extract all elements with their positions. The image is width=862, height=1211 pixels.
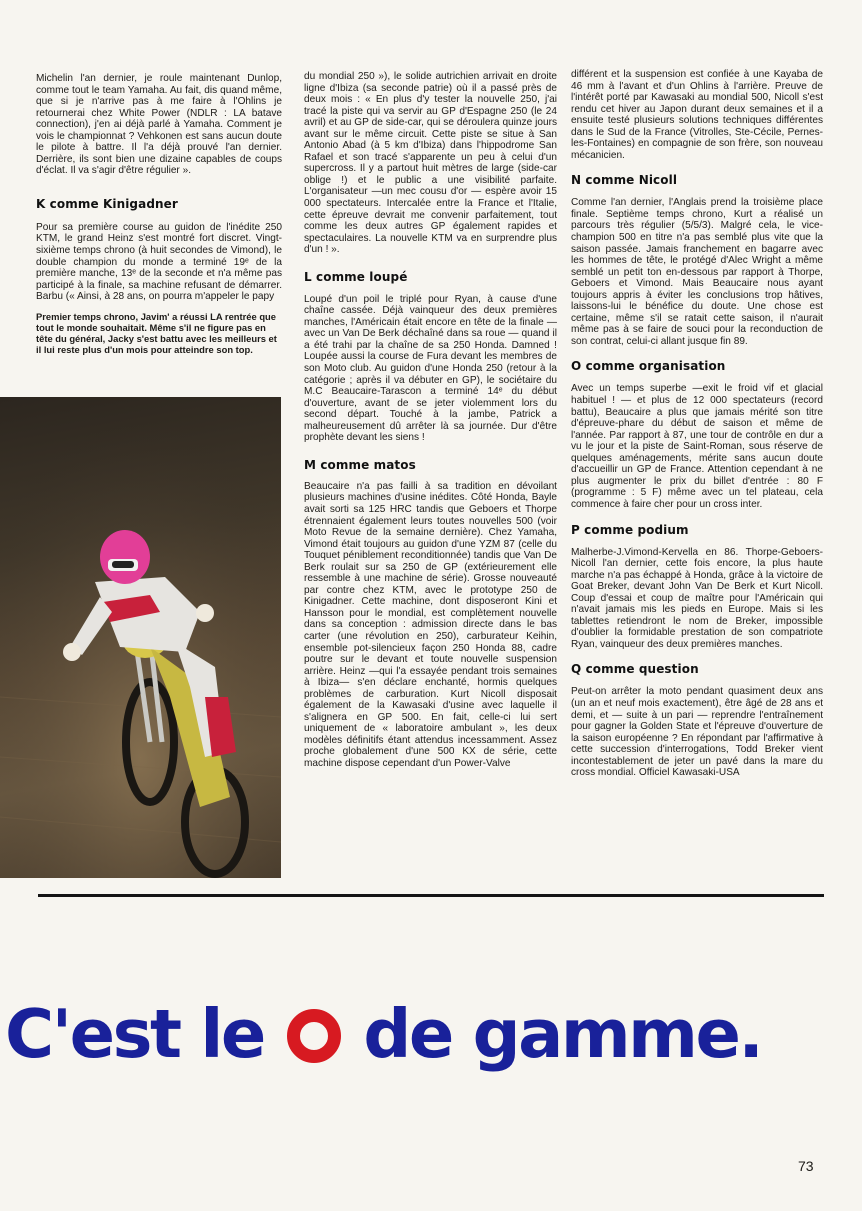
- paragraph-kawasaki: différent et la suspension est confiée à une Kayaba de 46 mm à l'avant et d'un Ohlins à l'arrière. Preuve de l'intérêt porté par Kawasaki au mondial 500, Nicoll s'est rendu cet hiver au Japon durant deux semaines et il a ensuite testé plusieurs solutions techniques différentes dans le Sud de la France (Vitrolles, Ste-Cécile, Pernes-les-Fontaines) en compagnie de son frère, son nouveau mécanicien.: [571, 69, 823, 161]
- paragraph-loupe: Loupé d'un poil le triplé pour Ryan, à cause d'une chaîne cassée. Déjà vainqueur des deux premières manches, l'Américain était encore en tête de la finale — avec un Van De Berk déchaîné dans sa roue — quand il a été trahi par la chaîne de sa 250 Honda. Damned ! Loupée aussi la course de Fura devant les membres de son Moto club. Au guidon d'une Honda 250 (retour à la catégorie ; après il va débuter en GP), le sociétaire du M.C Beaucaire-Tarascon a terminé 14ᵉ du début d'ouverture, avant de se jeter violemment lors du second départ. Touché à la jambe, Patrick a malheureusement dû arrêter là sa journée. Dur d'être prophète devant les siens !: [304, 293, 557, 444]
- heading-o-organisation: O comme organisation: [571, 359, 726, 374]
- heading-m-matos: M comme matos: [304, 457, 416, 472]
- red-o-ring-logo: [287, 1009, 341, 1063]
- paragraph-matos: Beaucaire n'a pas failli à sa tradition en dévoilant plusieurs machines d'usine inédites. Côté Honda, Bayle avait sorti sa 125 HRC tandis que Geboers et Thorpe étrennaient également leurs toutes nouvelles 500 (voir Moto Revue de la semaine dernière). Chez Yamaha, Vimond était toujours au guidon d'une YZM 87 (celle du Touquet péniblement reconditionnée) tandis que Van De Berk roulait sur sa 250 de GP (extérieurement elle ressemble à une machine de série). Grosse nouveauté par contre chez KTM, avec le prototype 250 de Kinigadner. Cette machine, dont disposeront Kini et Hansson pour le mondial, est complètement nouvelle dans sa conception : admission directe dans le bas carter (une révolution en 250), carburateur Keihin, ensemble pot-silencieux façon 250 Honda 88, cadre poutre sur le devant et toute nouvelle suspension arrière. Heinz —qui l'a essayée pendant trois semaines à Ibiza— s'en déclare enchanté, hormis quelques problèmes de carburation. Kurt Nicoll disposait également de la Kawasaki d'usine avec laquelle il s'alignera en GP 500. En fait, celle-ci lui sert uniquement de « laboratoire ambulant », les deux modèles définitifs étant attendus incessamment. Assez proche globalement d'une 500 KX de série, cette machine dispose cependant d'un Power-Valve: [304, 480, 557, 769]
- paragraph-kinigadner: Pour sa première course au guidon de l'inédite 250 KTM, le grand Heinz s'est montré fort discret. Vingt-sixième temps chrono (à huit secondes de Vimond), le double champion du monde a terminé 19ᵉ de la première manche, 13ᵉ de la seconde et n'a même pas participé à la finale, sa machine refusant de démarrer. Barbu (« Ainsi, à 28 ans, on pourra m'appeler le papy: [36, 221, 282, 303]
- ad-slogan-part1: C'est le: [5, 995, 264, 1073]
- motocross-rider-photo: [0, 397, 281, 878]
- heading-l-loupe: L comme loupé: [304, 269, 408, 284]
- photo-caption: Premier temps chrono, Javim' a réussi LA rentrée que tout le monde souhaitait. Même s'il ne figure pas en tête du général, Jacky s'est battu avec les meilleurs et il lui reste plus d'un mois pour atteindre son top.: [36, 310, 277, 356]
- article-column-3: [571, 69, 823, 779]
- heading-p-podium: P comme podium: [571, 522, 689, 537]
- article-column-2: [304, 71, 557, 770]
- heading-k-kinigadner: K comme Kinigadner: [36, 196, 178, 211]
- ad-slogan-part2: de gamme.: [363, 995, 762, 1073]
- heading-n-nicoll: N comme Nicoll: [571, 173, 678, 188]
- paragraph-kinigadner-quote: du mondial 250 »), le solide autrichien arrivait en droite ligne d'Ibiza (sa seconde patrie) où il a passé près de deux mois : « En plus d'y tester la nouvelle 250, j'ai tracé la piste qui va servir au GP d'Espagne 250 (le 24 avril) et au GP de side-car, qui se déroulera quinze jours avant sur le même circuit. Cette piste se situe à San Antonio Abad (à 5 km d'Ibiza) dans l'hippodrome San Rafael et son tracé s'apparente un peu à celui d'un supercross. Il y a partout huit mètres de large (side-car oblige !) et le public a une visibilité parfaite. L'organisateur —un mec cousu d'or — espère avoir 15 000 spectateurs. Intercalée entre la France et l'Italie, cette épreuve devrait me convenir parfaitement, tout comme les deux autres GP également rapides et spectaculaires. La nouvelle KTM va en surprendre plus d'un ! ».: [304, 71, 557, 256]
- paragraph-nicoll: Comme l'an dernier, l'Anglais prend la troisième place finale. Septième temps chrono, Kurt a réalisé un parcours très régulier (5/5/3). Malgré cela, le vice-champion 500 en titre n'a pas semblé plus vite que la saison passée. Jamais franchement en bagarre avec les hommes de tête, le protégé d'Alec Wright a même semblé un petit ton en-dessous par rapport à Thorpe, Geboers et Vimond. Mais Beaucaire nous ayant toujours appris à éviter les conclusions trop hâtives, laissons-lui le bénéfice du doute. Une chose est certaine, même s'il se ratait cette saison, il n'aurait même pas à se faire de souci pour la reconduction de son contrat, celui-ci allant jusque fin 89.: [571, 197, 823, 347]
- ad-slogan: [5, 992, 855, 1076]
- paragraph-question: Peut-on arrêter la moto pendant quasiment deux ans (un an et neuf mois exactement), être âgé de 28 ans et demi, et — suite à un pari — reprendre l'entraînement pour gagner la Golden State et l'épreuve d'ouverture de la saison européenne ? En répondant par l'affirmative à cette succession d'interrogations, Todd Breker vient incontestablement de jeter un pavé dans la mare du cross mondial. Officiel Kawasaki-USA: [571, 686, 823, 779]
- paragraph-organisation: Avec un temps superbe —exit le froid vif et glacial habituel ! — et plus de 12 000 spectateurs (record battu), Beaucaire a plus que jamais mérité son titre d'épreuve-phare du début de saison et même de l'année. Par rapport à 87, une tour de contrôle en dur a vu le jour et la piste de Saint-Roman, sous réserve de quelques aménagements, mérite sans aucun doute d'accueillir un GP de France. Attention cependant à ne plus augmenter le prix du billet d'entrée : 80 F (programme : 5 F) même avec un tel plateau, cela commence à faire cher pour un cross inter.: [571, 383, 823, 510]
- article-column-1: [36, 73, 282, 356]
- paragraph-podium: Malherbe-J.Vimond-Kervella en 86. Thorpe-Geboers-Nicoll l'an dernier, cette fois encore, la plus haute marche n'a pas échappé à Honda, grâce à la victoire de Goat Breker, devant John Van De Berk et Kurt Nicoll. Coup d'essai et coup de maître pour l'Américain qui n'avait jamais mis les pieds en Europe. Mais si les tablettes retiendront le nom de Breker, impossible d'oublier la formidable prestation de son compatriote Ryan, vainqueur des deux premières manches.: [571, 546, 823, 650]
- page-number: 73: [798, 1158, 814, 1174]
- heading-q-question: Q comme question: [571, 662, 699, 677]
- divider-rule: [38, 894, 824, 897]
- paragraph-interview-end: Michelin l'an dernier, je roule maintenant Dunlop, comme tout le team Yamaha. Au fait, dis quand même, que si je n'arrive pas à me faire à l'Ohlins je retournerai chez White Power (NDLR : LA batave connection), j'en ai déjà parlé à Yamaha. Comment je vois le championnat ? Vehkonen est sans aucun doute le pilote à battre. Il l'a déjà prouvé l'an dernier. Derrière, ils sont bien une dizaine capables de coups d'éclat. Il va s'agir d'être régulier ».: [36, 73, 282, 177]
